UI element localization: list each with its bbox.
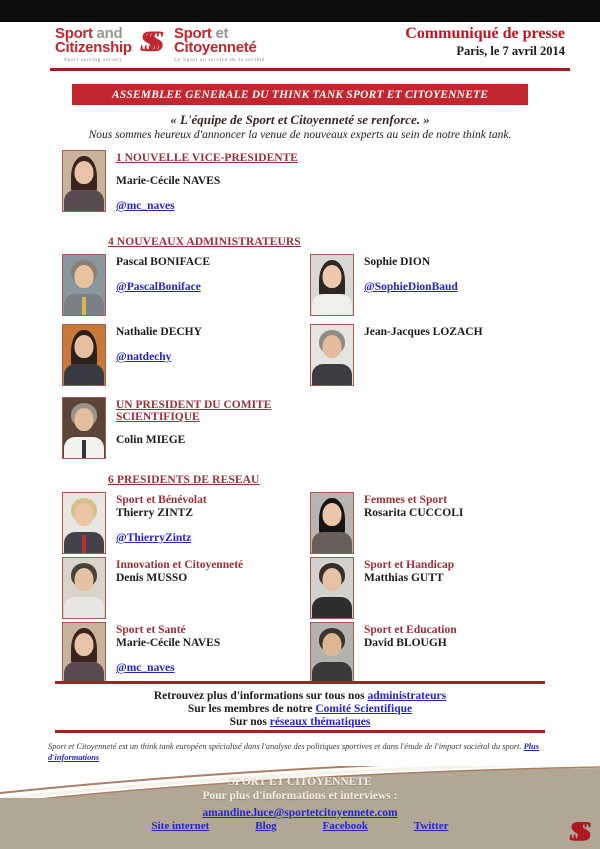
logo-word: et bbox=[215, 25, 229, 42]
more-info-line bbox=[0, 716, 600, 729]
person-photo bbox=[62, 150, 106, 212]
person-name: Thierry ZINTZ bbox=[116, 507, 193, 519]
twitter-handle-link[interactable]: @mc_naves bbox=[116, 662, 175, 674]
dateline: Paris, le 7 avril 2014 bbox=[456, 44, 565, 58]
section-heading: 6 PRESIDENTS DE RESEAU bbox=[108, 474, 260, 486]
person-photo bbox=[310, 622, 354, 684]
person-card bbox=[62, 622, 310, 686]
person-text bbox=[364, 492, 463, 528]
person-text bbox=[116, 492, 207, 546]
press-release-label: Communiqué de presse bbox=[405, 25, 565, 42]
person-card bbox=[62, 150, 310, 226]
person-card bbox=[310, 254, 556, 318]
person-name: Jean-Jacques LOZACH bbox=[364, 326, 483, 338]
press-block bbox=[405, 25, 565, 60]
more-info-line bbox=[0, 703, 600, 716]
logo-sport-et-citoyennete bbox=[174, 27, 265, 63]
twitter-handle-link[interactable]: @natdechy bbox=[116, 351, 172, 363]
footer-text-block bbox=[0, 775, 600, 821]
person-photo bbox=[62, 397, 106, 459]
person-photo bbox=[310, 492, 354, 554]
photo-tie-shape bbox=[82, 297, 86, 315]
more-info-text: Retrouvez plus d'informations sur tous nos bbox=[153, 690, 368, 702]
person-card bbox=[62, 557, 310, 621]
twitter-handle-link[interactable]: @ThierryZintz bbox=[116, 532, 192, 544]
photo-tie-shape bbox=[82, 440, 86, 458]
intro-subtitle: Nous sommes heureux d'annoncer la venue de nouveaux experts au sein de notre think tank. bbox=[88, 129, 512, 141]
person-name: Matthias GUTT bbox=[364, 572, 444, 584]
footer-subtitle: Pour plus d'informations et interviews : bbox=[202, 790, 398, 802]
person-name: David BLOUGH bbox=[364, 637, 447, 649]
person-card bbox=[62, 397, 310, 461]
photo-face-shape bbox=[323, 335, 342, 358]
photo-shoulders-shape bbox=[64, 190, 104, 212]
photo-face-shape bbox=[75, 568, 94, 591]
more-info-line bbox=[0, 690, 600, 703]
logo-word: Citoyenneté bbox=[173, 39, 257, 56]
logo-tagline: Sport serving society bbox=[63, 57, 123, 63]
person-card bbox=[310, 622, 556, 686]
photo-face-shape bbox=[75, 408, 94, 431]
person-photo bbox=[310, 324, 354, 386]
facebook-link[interactable]: Facebook bbox=[322, 820, 368, 832]
logo-tagline: Le Sport au service de la société bbox=[173, 57, 265, 63]
people-sections bbox=[62, 148, 556, 686]
more-info-block bbox=[0, 690, 600, 729]
divider-rule-bottom bbox=[55, 730, 545, 733]
logo-word: Citizenship bbox=[55, 39, 132, 56]
header-rule bbox=[50, 68, 570, 71]
person-text bbox=[116, 150, 298, 214]
person-text bbox=[116, 557, 243, 593]
person-name: Marie-Cécile NAVES bbox=[116, 175, 221, 187]
logo-word: Sport bbox=[173, 25, 212, 42]
site-internet-link[interactable]: Site internet bbox=[151, 820, 210, 832]
blog-link[interactable]: Blog bbox=[255, 820, 277, 832]
person-card bbox=[310, 557, 556, 621]
photo-face-shape bbox=[75, 161, 94, 184]
photo-shoulders-shape bbox=[312, 364, 352, 386]
network-label: Innovation et Citoyenneté bbox=[116, 559, 244, 571]
section bbox=[62, 236, 556, 388]
person-text bbox=[364, 557, 454, 593]
person-name: Pascal BONIFACE bbox=[116, 256, 211, 268]
logo-sport-and-citizenship bbox=[55, 27, 132, 63]
photo-shoulders-shape bbox=[312, 294, 352, 316]
plus-informations-link[interactable]: Plus d'informations bbox=[48, 742, 539, 762]
twitter-handle-link[interactable]: @PascalBoniface bbox=[116, 281, 201, 293]
intro-quote: « L'équipe de Sport et Citoyenneté se renforce. » bbox=[170, 112, 430, 127]
divider-rule-top bbox=[55, 681, 545, 684]
person-text bbox=[116, 397, 310, 455]
person-card bbox=[62, 492, 310, 556]
comite-scientifique-link[interactable]: Comité Scientifique bbox=[315, 703, 413, 715]
photo-face-shape bbox=[75, 265, 94, 288]
person-photo bbox=[62, 254, 106, 316]
person-text bbox=[364, 254, 458, 295]
section bbox=[62, 397, 556, 461]
photo-face-shape bbox=[75, 335, 94, 358]
person-card bbox=[62, 324, 310, 388]
more-info-text: Sur nos bbox=[229, 716, 270, 728]
person-card bbox=[310, 324, 556, 388]
logo-group bbox=[55, 27, 265, 63]
photo-shoulders-shape bbox=[312, 532, 352, 554]
twitter-handle-link[interactable]: @mc_naves bbox=[116, 200, 175, 212]
top-black-bar bbox=[0, 0, 600, 22]
photo-face-shape bbox=[323, 265, 342, 288]
more-info-text: Sur les membres de notre bbox=[187, 703, 316, 715]
banner-title: ASSEMBLEE GENERALE DU THINK TANK SPORT ET CITOYENNETE bbox=[111, 88, 489, 101]
network-label: Sport et Bénévolat bbox=[116, 494, 207, 506]
photo-face-shape bbox=[75, 633, 94, 656]
person-text bbox=[116, 254, 210, 295]
person-photo bbox=[310, 557, 354, 619]
twitter-link[interactable]: Twitter bbox=[413, 820, 449, 832]
administrateurs-link[interactable]: administrateurs bbox=[367, 690, 447, 702]
person-text bbox=[116, 622, 220, 676]
footer-links bbox=[0, 816, 600, 834]
disclaimer-text: Sport et Citoyenneté est un think tank européen spécialisé dans l'analyse des politiques sportives et dans l'étude de l'impact sociétal du sport. bbox=[48, 742, 524, 751]
sss-monogram-icon: SSS bbox=[568, 816, 580, 846]
photo-face-shape bbox=[323, 633, 342, 656]
logo-word: Sport bbox=[55, 25, 93, 42]
person-name: Sophie DION bbox=[364, 256, 431, 268]
photo-tie-shape bbox=[82, 535, 86, 553]
photo-shoulders-shape bbox=[64, 597, 104, 619]
logo-word: and bbox=[96, 25, 123, 42]
person-name: Colin MIEGE bbox=[116, 434, 186, 446]
person-photo bbox=[62, 324, 106, 386]
person-text bbox=[116, 324, 202, 365]
footer-title: SPORT ET CITOYENNETE bbox=[228, 776, 372, 788]
section bbox=[62, 150, 556, 226]
network-label: Femmes et Sport bbox=[364, 494, 448, 506]
sss-monogram-icon: SSS bbox=[139, 25, 152, 58]
network-label: Sport et Education bbox=[364, 624, 457, 636]
section-heading: UN PRESIDENT DU COMITE SCIENTIFIQUE bbox=[116, 399, 272, 423]
person-name: Denis MUSSO bbox=[116, 572, 188, 584]
network-label: Sport et Santé bbox=[116, 624, 186, 636]
photo-face-shape bbox=[323, 503, 342, 526]
network-label: Sport et Handicap bbox=[364, 559, 455, 571]
section bbox=[62, 474, 556, 686]
photo-face-shape bbox=[75, 503, 94, 526]
reseaux-thematiques-link[interactable]: réseaux thématiques bbox=[269, 716, 371, 728]
section-heading: 1 NOUVELLE VICE-PRESIDENTE bbox=[116, 152, 298, 164]
photo-face-shape bbox=[323, 568, 342, 591]
twitter-handle-link[interactable]: @SophieDionBaud bbox=[364, 281, 458, 293]
person-name: Nathalie DECHY bbox=[116, 326, 202, 338]
header bbox=[55, 27, 565, 69]
person-photo bbox=[62, 622, 106, 684]
title-banner bbox=[72, 84, 528, 105]
person-text bbox=[364, 324, 483, 347]
photo-shoulders-shape bbox=[312, 597, 352, 619]
person-text bbox=[364, 622, 457, 658]
section-heading: 4 NOUVEAUX ADMINISTRATEURS bbox=[108, 236, 301, 248]
person-photo bbox=[62, 492, 106, 554]
person-name: Rosarita CUCCOLI bbox=[364, 507, 464, 519]
person-card bbox=[310, 492, 556, 556]
person-card bbox=[62, 254, 310, 318]
person-name: Marie-Cécile NAVES bbox=[116, 637, 221, 649]
person-photo bbox=[62, 557, 106, 619]
footer bbox=[0, 766, 600, 849]
contact-email-link[interactable]: amandine.luce@sportetcitoyennete.com bbox=[202, 807, 398, 819]
photo-shoulders-shape bbox=[64, 364, 104, 386]
disclaimer bbox=[48, 742, 554, 763]
person-photo bbox=[310, 254, 354, 316]
